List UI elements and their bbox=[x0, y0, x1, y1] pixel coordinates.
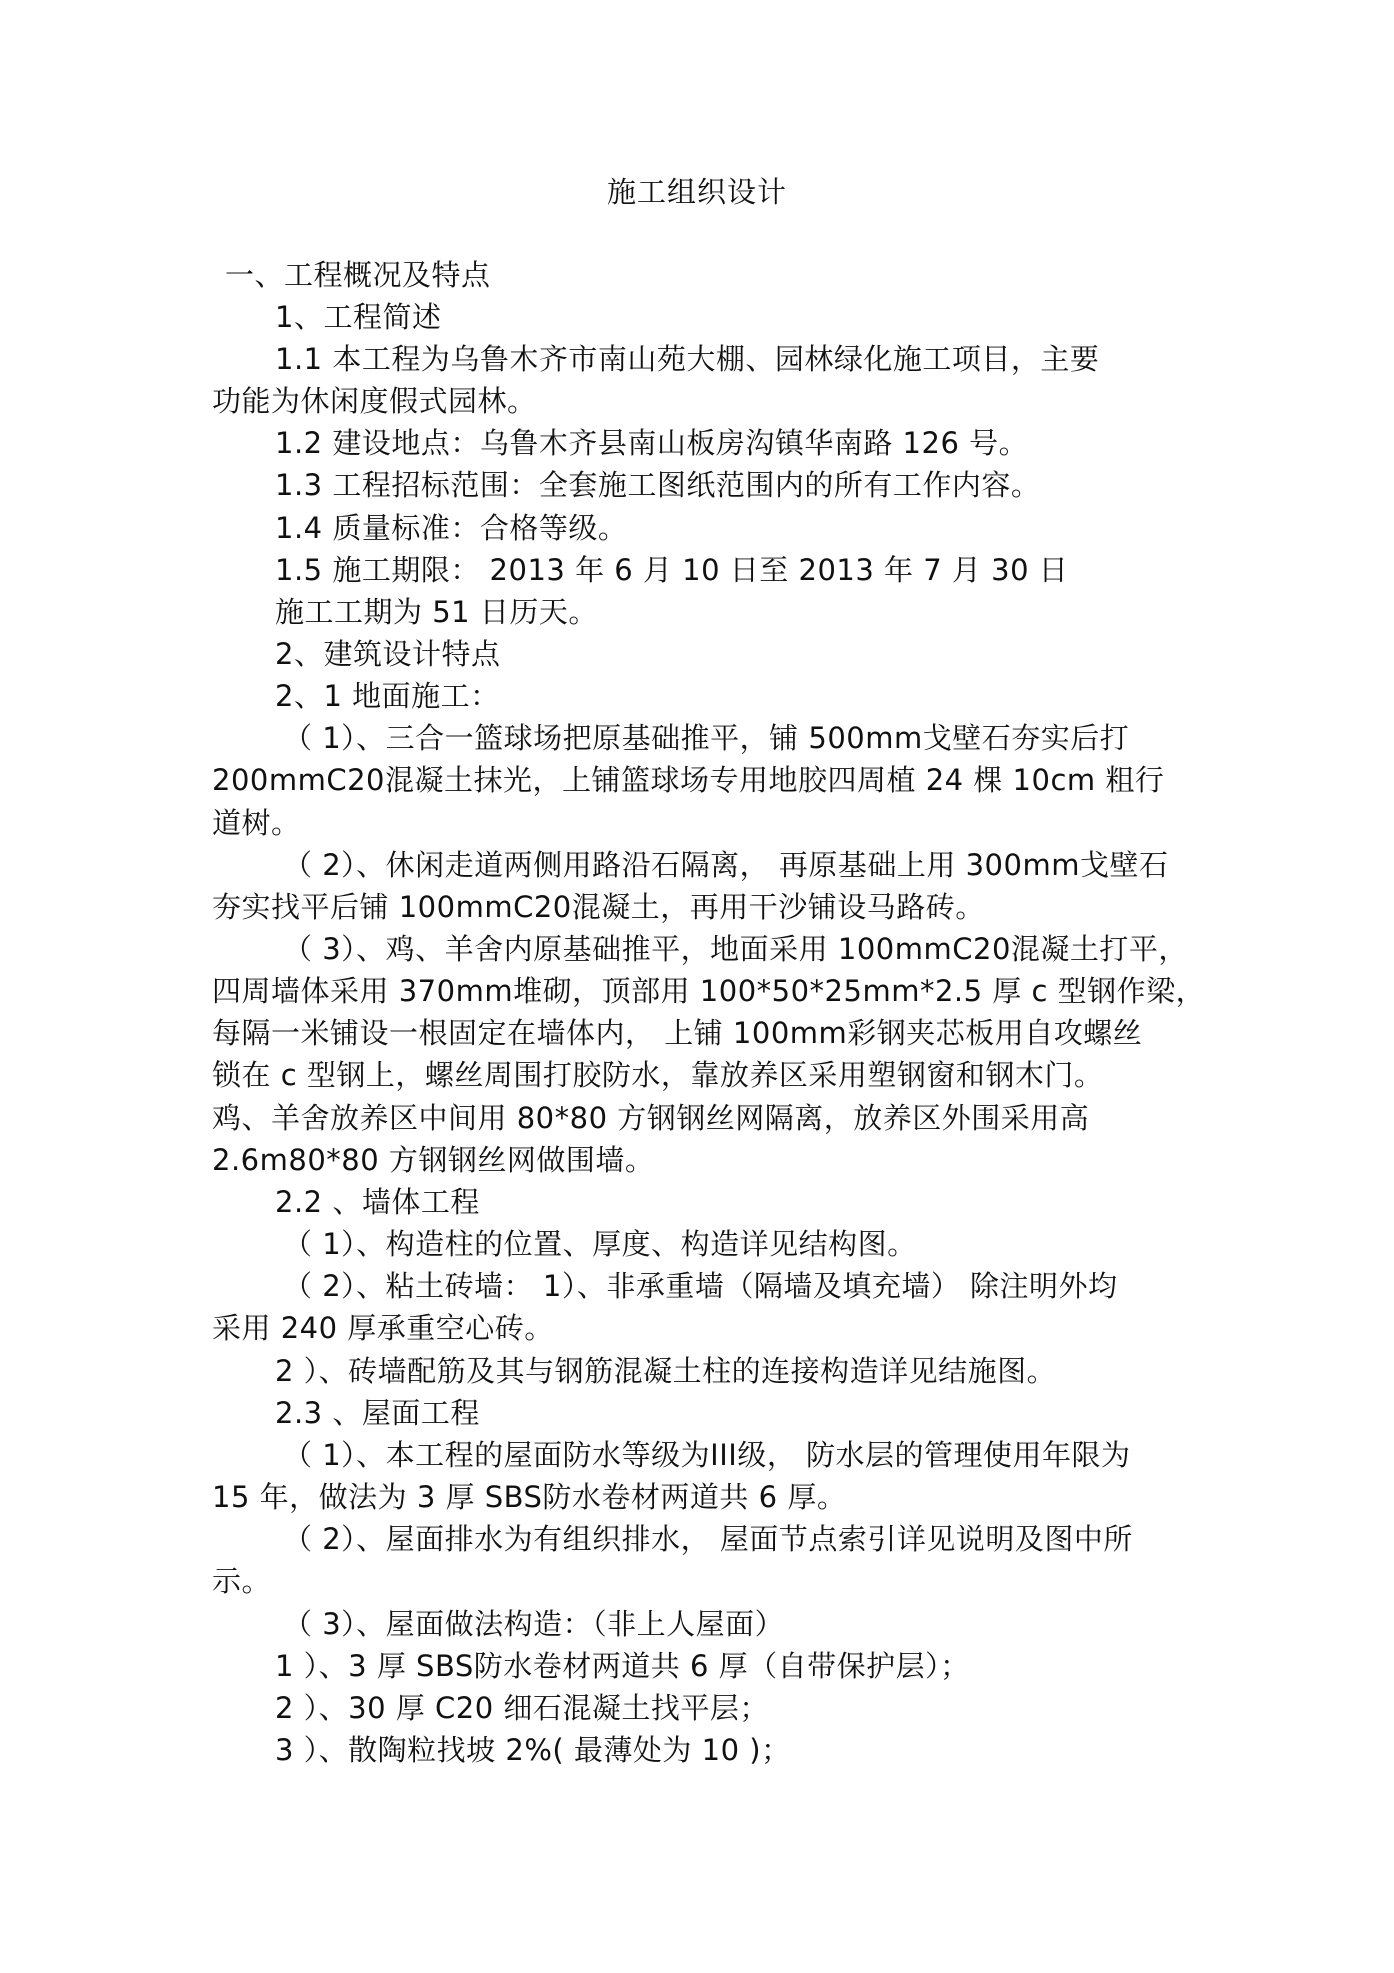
subsection-heading: 2、1 地面施工： bbox=[275, 679, 500, 713]
paragraph-line: （ 3）、屋面做法构造：（非上人屋面） bbox=[283, 1607, 785, 1641]
paragraph-line: （ 2）、休闲走道两侧用路沿石隔离， 再原基础上用 300mm戈壁石 bbox=[283, 848, 1169, 882]
paragraph-line: 采用 240 厚承重空心砖。 bbox=[212, 1311, 554, 1345]
paragraph-line: 夯实找平后铺 100mmC20混凝土，再用干沙铺设马路砖。 bbox=[212, 890, 985, 924]
paragraph-line: 功能为休闲度假式园林。 bbox=[212, 384, 537, 418]
document-title: 施工组织设计 bbox=[606, 175, 787, 209]
paragraph-line: 示。 bbox=[212, 1564, 272, 1598]
paragraph-line: 1.3 工程招标范围：全套施工图纸范围内的所有工作内容。 bbox=[275, 468, 1041, 502]
paragraph-line: 2.6m80*80 方钢钢丝网做围墙。 bbox=[212, 1143, 655, 1177]
paragraph-line: 施工工期为 51 日历天。 bbox=[275, 595, 598, 629]
paragraph-line: 15 年，做法为 3 厚 SBS防水卷材两道共 6 厚。 bbox=[212, 1480, 847, 1514]
paragraph-line: 锁在 c 型钢上，螺丝周围打胶防水，靠放养区采用塑钢窗和钢木门。 bbox=[212, 1058, 1104, 1092]
paragraph-line: 1.1 本工程为乌鲁木齐市南山苑大棚、园林绿化施工项目，主要 bbox=[275, 342, 1100, 376]
paragraph-line: 1.4 质量标准：合格等级。 bbox=[275, 511, 628, 545]
subsection-heading: 2.2 、墙体工程 bbox=[275, 1185, 480, 1219]
paragraph-line: 道树。 bbox=[212, 806, 301, 840]
section-heading: 一、工程概况及特点 bbox=[225, 258, 491, 292]
subsection-heading: 1、工程简述 bbox=[275, 300, 442, 334]
paragraph-line: 2 ）、砖墙配筋及其与钢筋混凝土柱的连接构造详见结施图。 bbox=[275, 1354, 1057, 1388]
paragraph-line: 1 ）、3 厚 SBS防水卷材两道共 6 厚（自带保护层）； bbox=[275, 1649, 970, 1683]
paragraph-line: （ 1）、构造柱的位置、厚度、构造详见结构图。 bbox=[283, 1227, 917, 1261]
paragraph-line: 鸡、羊舍放养区中间用 80*80 方钢钢丝网隔离，放养区外围采用高 bbox=[212, 1101, 1090, 1135]
paragraph-line: （ 1）、本工程的屋面防水等级为III级， 防水层的管理使用年限为 bbox=[283, 1438, 1131, 1472]
paragraph-line: 每隔一米铺设一根固定在墙体内， 上铺 100mm彩钢夹芯板用自攻螺丝 bbox=[212, 1016, 1143, 1050]
paragraph-line: 3 ）、散陶粒找坡 2%( 最薄处为 10 )； bbox=[275, 1733, 791, 1767]
paragraph-line: 2 ）、30 厚 C20 细石混凝土找平层； bbox=[275, 1691, 769, 1725]
subsection-heading: 2、建筑设计特点 bbox=[275, 637, 501, 671]
paragraph-line: （ 3）、鸡、羊舍内原基础推平，地面采用 100mmC20混凝土打平， bbox=[283, 932, 1188, 966]
subsection-heading: 2.3 、屋面工程 bbox=[275, 1396, 480, 1430]
paragraph-line: （ 2）、粘土砖墙： 1）、非承重墙（隔墙及填充墙） 除注明外均 bbox=[283, 1269, 1118, 1303]
paragraph-line: 四周墙体采用 370mm堆砌，顶部用 100*50*25mm*2.5 厚 c 型钢作梁， bbox=[212, 974, 1206, 1008]
paragraph-line: 200mmC20混凝土抹光，上铺篮球场专用地胶四周植 24 棵 10cm 粗行 bbox=[212, 763, 1165, 797]
paragraph-line: 1.5 施工期限： 2013 年 6 月 10 日至 2013 年 7 月 30 日 bbox=[275, 553, 1069, 587]
paragraph-line: （ 2）、屋面排水为有组织排水， 屋面节点索引详见说明及图中所 bbox=[283, 1522, 1133, 1556]
paragraph-line: （ 1）、三合一篮球场把原基础推平，铺 500mm戈壁石夯实后打 bbox=[283, 721, 1130, 755]
paragraph-line: 1.2 建设地点：乌鲁木齐县南山板房沟镇华南路 126 号。 bbox=[275, 426, 1029, 460]
